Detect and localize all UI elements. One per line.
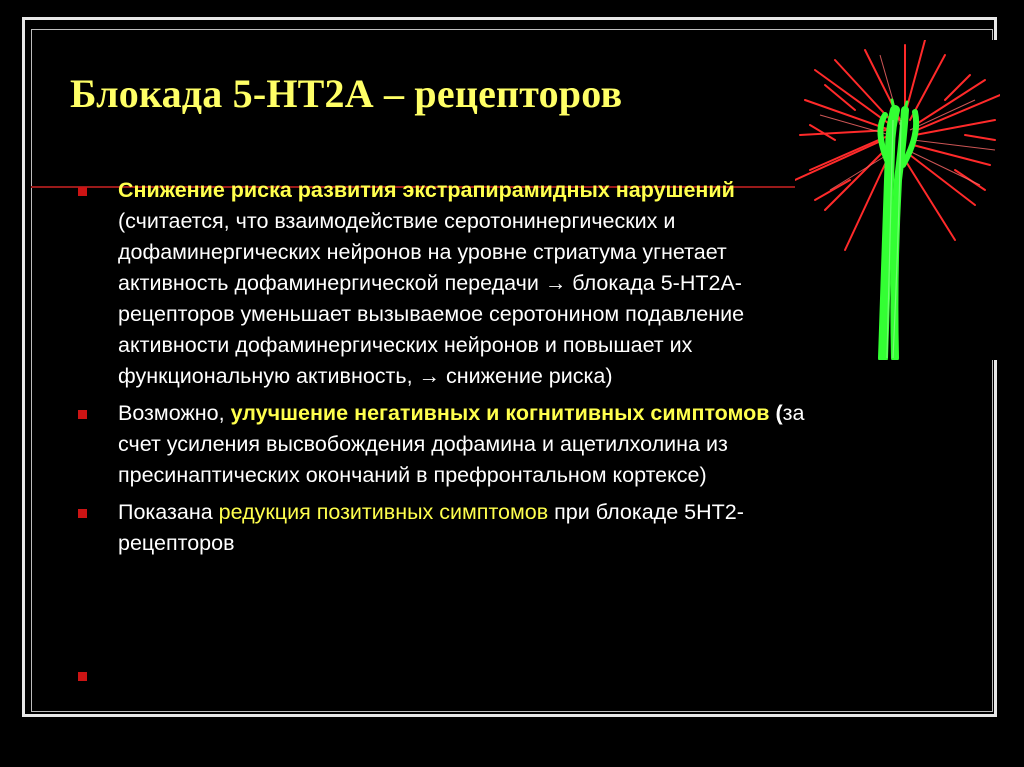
bullet-2-part-2: улучшение негативных и когнитивных симптомов: [230, 401, 770, 425]
slide-title: Блокада 5-НТ2А – рецепторов: [70, 71, 623, 116]
bullet-item-1: [118, 175, 818, 392]
bullet-3-part-3: при блокаде 5НТ2-рецепторов: [118, 500, 744, 555]
bullet-1-part-2: (считается, что взаимодействие серотонинергических и дофаминергических нейронов на уровне стриатума угнетает активность дофаминергической передачи: [118, 209, 727, 295]
bullet-marker: [78, 509, 87, 518]
bullet-marker: [78, 410, 87, 419]
arrow-icon: →: [418, 364, 441, 388]
bullet-2-part-3: (: [769, 401, 783, 425]
empty-bullet-marker: [78, 672, 87, 681]
bullet-1-part-4: блокада 5-НТ2А-рецепторов уменьшает вызываемое серотонином подавление активности дофаминергических нейронов и повышает их функциональную активность,: [118, 271, 745, 388]
bullet-3-part-2: редукция позитивных симптомов: [218, 500, 549, 524]
slide-content: [118, 175, 818, 565]
bullet-marker: [78, 187, 87, 196]
bullet-1-part-6: снижение риска): [440, 364, 613, 388]
bullet-item-2: [118, 398, 818, 491]
neuron-image: [795, 40, 1000, 360]
bullet-1-part-1: Снижение риска развития экстрапирамидных нарушений: [118, 178, 735, 202]
bullet-item-3: [118, 497, 818, 559]
bullet-3-part-1: Показана: [118, 500, 219, 524]
bullet-2-part-1: Возможно,: [118, 401, 231, 425]
arrow-icon: →: [544, 271, 567, 295]
bullet-2-part-4: за счет усиления высвобождения дофамина и ацетилхолина из пресинаптических окончаний в префронтальном кортексе): [118, 401, 805, 487]
